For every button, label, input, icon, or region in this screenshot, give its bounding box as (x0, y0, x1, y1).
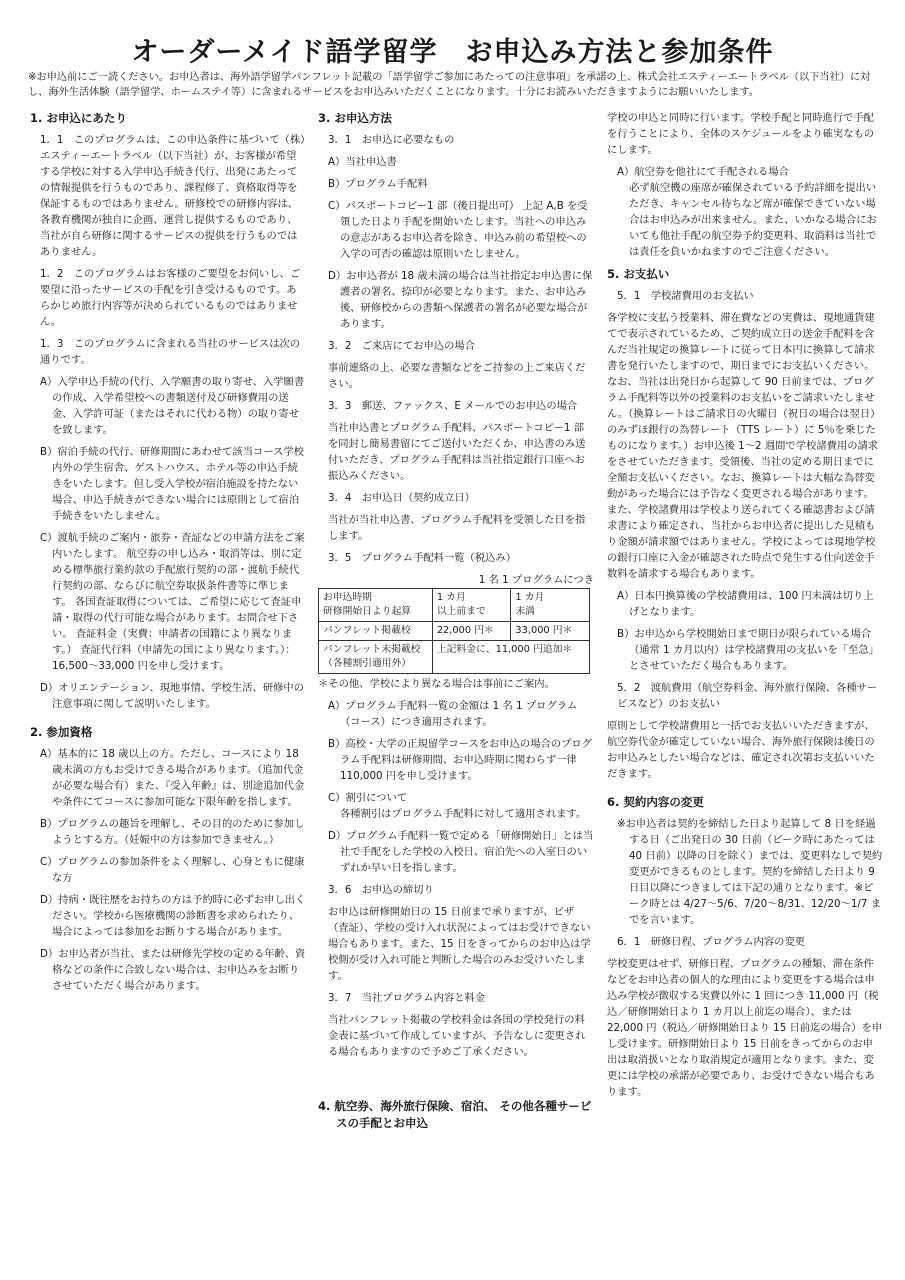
section-5-heading: 5. お支払い (607, 267, 670, 281)
table-cell: パンフレット掲載校 (319, 622, 433, 641)
section-1-heading: 1. お申込にあたり (30, 111, 127, 125)
clause-5-2-body: 原則として学校諸費用と一括でお支払いいただきますが、航空券代金が確定していない場合、海外旅行保険は後日のお申込みとしたい場合などは、確定され次第お支払いいただきます。 (607, 720, 875, 780)
section-3-heading: 3. お申込方法 (318, 111, 392, 125)
clause-5-1-a: A）日本円換算後の学校諸費用は、100 円未満は切り上げとなります。 (617, 590, 874, 618)
clause-3-1-a: A）当社申込書 (328, 156, 397, 168)
table-header-cell: お申込時期 研修開始日より起算 (319, 589, 433, 622)
page-title: オーダーメイド語学留学 お申込み方法と参加条件 (131, 37, 774, 68)
clause-3-1: 3．1 お申込に必要なもの (328, 134, 455, 146)
column-1 (30, 110, 306, 1000)
clause-3-3-body: 当社申込書とプログラム手配料、パスポートコピー1 部を同封し簡易書留にてご送付いただくか、申込書のみ送付いただき、プログラム手配料は当社指定銀行口座へお振込みください。 (328, 422, 586, 482)
clause-1-3-b: B）宿泊手続の代行、研修期間にあわせて該当コース学校内外の学生宿舎、ゲストハウス、ホテル等の申込手続きをいたします。但し受入学校が宿泊施設を持たない場合、申込手続きができない場合には原則として宿泊手続きをいたしません。 (40, 446, 304, 522)
clause-6-note: ※お申込者は契約を締結した日より起算して 8 日を経過する日（ご出発日の 30 日前（ピーク時にあたっては 40 日前）以降の日を除く）までは、変更料なしで契約変更ができるものとします。契約を締結した日より 9 日目以降につきましては下記の通りとなります。※ピーク時とは 4/27～5/6、7/20～8/31、12/20～1/7 までを言います。 (617, 818, 883, 926)
column-2 (318, 110, 594, 1132)
table-cell: 上記料金に、11,000 円追加＊ (432, 641, 589, 674)
fee-table-note: ＊その他、学校により異なる場合は事前にご案内。 (318, 678, 555, 690)
clause-5-1: 5．1 学校諸費用のお支払い (617, 290, 754, 302)
clause-2-d2: D）お申込者が当社、または研修先学校の定める年齢、資格などの条件に合致しない場合は、お申込みをお断りさせていただく場合があります。 (40, 948, 306, 992)
clause-3-2: 3．2 ご来店にてお申込の場合 (328, 340, 475, 352)
table-row (319, 622, 590, 641)
section-6-heading: 6. 契約内容の変更 (607, 795, 704, 809)
clause-1-3-a: A）入学申込手続の代行、入学願書の取り寄せ、入学願書の作成、入学希望校への書類送付及び研修費用の送金、入学許可証（またはそれに代わる物）の取り寄せを致します。 (40, 376, 305, 436)
column-3 (607, 110, 883, 1106)
clause-3-5-d: D）プログラム手配料一覧で定める「研修開始日」とは当社で手配をした学校の入校日、宿泊先への入室日のいずれか早い日を指します。 (328, 830, 594, 874)
clause-3-5-c-body: 各種割引はプログラム手配料に対して適用されます。 (340, 808, 587, 820)
clause-2-b: B）プログラムの趣旨を理解し、その目的のために参加しようとする方。（妊娠中の方は参加できません。） (40, 818, 305, 846)
clause-1-3-d: D）オリエンテーション、現地事情、学校生活、研修中の注意事項に関して説明いたします。 (40, 682, 304, 710)
table-header-cell: 1 カ月 未満 (511, 589, 590, 622)
clause-3-6-body: お申込は研修開始日の 15 日前まで承りますが、ビザ（査証）、学校の受け入れ状況によってはお受けできない場合もあります。また、15 日をきってからのお申込は学校側が受け入れ可能と判断した場合のみお受けいたします。 (328, 906, 591, 982)
clause-3-3: 3．3 郵送、ファックス、E メールでのお申込の場合 (328, 400, 578, 412)
clause-3-6: 3．6 お申込の締切り (328, 884, 434, 896)
section-4-continued: 学校の申込と同時に行います。学校手配と同時進行で手配を行うことにより、全体のスケジュールをより確実なものにします。 (607, 112, 875, 156)
clause-3-5-c: C）割引について (328, 792, 408, 804)
clause-2-a: A）基本的に 18 歳以上の方。ただし、コースにより 18 歳未満の方もお受けできる場合があります。（追加代金が必要な場合有）また、『受入年齢』は、別途追加代金や条件にてコースに参加可能な下限年齢を指します。 (40, 748, 305, 808)
clause-3-5-b: B）高校・大学の正規留学コースをお申込の場合のプログラム手配料は研修期間、お申込時期に関わらず一律 110,000 円を申し受けます。 (328, 738, 592, 782)
clause-1-2: 1．2 このプログラムはお客様のご要望をお伺いし、ご要望に沿ったサービスの手配を引き受けるものです。あらかじめ旅行内容等が決められているものではありません。 (40, 268, 301, 328)
clause-2-d: D）持病・既往歴をお持ちの方は予約時に必ずお申し出ください。学校から医療機関の診断書を求められたり、場合によっては参加をお断りする場合があります。 (40, 894, 306, 938)
clause-3-1-c: C）パスポートコピー1 部（後日提出可） 上記 A,B を受領した日より手配を開始いたします。当社への申込みの意志があるお申込者を除き、申込み前の希望校への入学の可否の確認は原則いたしません。 (328, 200, 588, 260)
clause-3-1-d: D）お申込者が 18 歳未満の場合は当社指定お申込書に保護者の署名、捺印が必要となります。また、お申込み後、研修校からの書類へ保護者の署名が必要な場合があります。 (328, 270, 593, 330)
clause-3-4: 3．4 お申込日（契約成立日） (328, 492, 475, 504)
clause-3-7-body: 当社パンフレット掲載の学校料金は各国の学校発行の料金表に基づいて作成していますが、予告なしに変更される場合もありますので予めご了承ください。 (328, 1014, 586, 1058)
clause-6-1: 6．1 研修日程、プログラム内容の変更 (617, 936, 806, 948)
fee-table (318, 588, 590, 674)
clause-1-3-c: C）渡航手続のご案内・旅券・査証などの申請方法をご案内いたします。 航空券の申し込み・取消等は、別に定める標準旅行業約款の手配旅行契約の部・渡航手続代行契約の部、ならびに航空券取扱条件書等に準じます。 各国査証取得については、ご希望に応じて査証申請・取得の代行可能な場合があります。お問合せ下さい。 査証料金（実費：申請者の国籍により異なります。） 査証代行料（申請先の国により異なります。）：16,500～33,000 円を申し受けます。 (40, 532, 305, 672)
table-cell: パンフレット未掲載校 （各種割引適用外） (319, 641, 433, 674)
table-cell: 33,000 円＊ (511, 622, 590, 641)
clause-2-c: C）プログラムの参加条件をよく理解し、心身ともに健康な方 (40, 856, 305, 884)
clause-3-4-body: 当社が当社申込書、プログラム手配料を受領した日を指します。 (328, 514, 586, 542)
clause-3-7: 3．7 当社プログラム内容と料金 (328, 992, 486, 1004)
clause-3-2-body: 事前連絡の上、必要な書類などをご持参の上ご来店ください。 (328, 362, 586, 390)
clause-1-1: 1．1 このプログラムは、この申込条件に基づいて（株）エスティーエートラベル（以下当社）が、お客様が希望する学校に対する入学申込手続き代行、出発にあたっての情報提供を行うものであり、課程修了、資格取得等を保証するものではありません。研修校での研修内容は、各教育機関が独自に企画、運営し提供するものであり、当社が自ら研修に関するサービスの提供を行うものではありません。 (40, 134, 306, 258)
clause-5-1-b: B）お申込から学校開始日まで期日が限られている場合（通常 1 カ月以内）は学校諸費用の支払いを「至急」とさせていただく場合もあります。 (617, 628, 879, 672)
clause-3-1-b: B）プログラム手配料 (328, 178, 428, 190)
clause-4-a-body: 必ず航空機の座席が確保されている予約詳細を提出いただき、キャンセル待ちなど席が確保できていない場合はお申込みが出来ません。また、いかなる場合においても他社手配の航空券予約変更料、取消料は当社では責任を負いかねますのでご注意ください。 (629, 182, 877, 258)
table-cell: 22,000 円＊ (432, 622, 511, 641)
table-row (319, 641, 590, 674)
clause-5-1-body: 各学校に支払う授業料、滞在費などの実費は、現地通貨建てで表示されているため、ご契約成立日の送金手配料を含んだ当社規定の換算レートに従って日本円に換算して請求書を発行いたしますので、期日までにお支払いください。なお、当社は出発日から起算して 90 日前までは、プログラム手配料等以外の授業料のお支払いをご請求いたしません。（換算レートはご請求日の火曜日（祝日の場合は翌日）のみずほ銀行の為替レート（TTS レート）に 5％を乗じたものになります。）お申込後 1～2 週間で学校諸費用の請求をさせていただきます。受領後、当社の定める期日までに全額お支払いください。なお、換算レートは大幅な為替変動があった場合には予告なく変更される場合があります。 また、学校諸費用は学校より送られてくる確認書および請求書により確定され、当社からお申込者に提出した見積もり金額が請求額ではありません。学校によっては現地学校の銀行口座に入金が確認された時点で発生する仕向送金手数料を請求する場合もあります。 (607, 312, 881, 580)
table-header-cell: 1 カ月 以上前まで (432, 589, 511, 622)
section-2-heading: 2. 参加資格 (30, 725, 93, 739)
clause-5-2: 5．2 渡航費用（航空券料金、海外旅行保険、各種サービスなど）のお支払い (617, 682, 878, 710)
section-4-heading: 4. 航空券、海外旅行保険、宿泊、 その他各種サービスの手配とお申込 (318, 1099, 592, 1130)
clause-1-3: 1．3 このプログラムに含まれる当社のサービスは次の通りです。 (40, 338, 301, 366)
clause-3-5: 3．5 プログラム手配料一覧（税込み） (328, 552, 517, 564)
clause-3-5-a: A）プログラム手配料一覧の金額は 1 名 1 プログラム（コース）につき適用されます。 (328, 700, 578, 728)
fee-table-caption: 1 名 1 プログラムにつき (478, 574, 594, 586)
table-row (319, 589, 590, 622)
clause-4-a: A）航空券を他社にて手配される場合 (617, 166, 789, 178)
intro-note: ※お申込前にご一読ください。お申込者は、海外語学留学パンフレット記載の「語学留学ご参加にあたっての注意事項」を承諾の上、株式会社エスティーエートラベル（以下当社）に対し、海外生活体験（語学留学、ホームステイ等）に含まれるサービスをお申込みいただくことになります。十分にお読みいただきますようにお願いいたします。 (28, 72, 871, 98)
clause-6-1-body: 学校変更はせず、研修日程、プログラムの種類、滞在条件などをお申込者の個人的な理由により変更をする場合は申込み学校が徴収する実費以外に 1 回につき 11,000 円（税込／研修開始日より 1 カ月以上前迄の場合）、または 22,000 円（税込／研修開始日より 15 日前迄の場合）を申し受けます。研修開始日より 15 日前をきってからのお申出は取消扱いとなり取消規定が適用となります。また、変更には学校の承諾が必要であり、お受けできない場合もあります。 (607, 958, 883, 1098)
